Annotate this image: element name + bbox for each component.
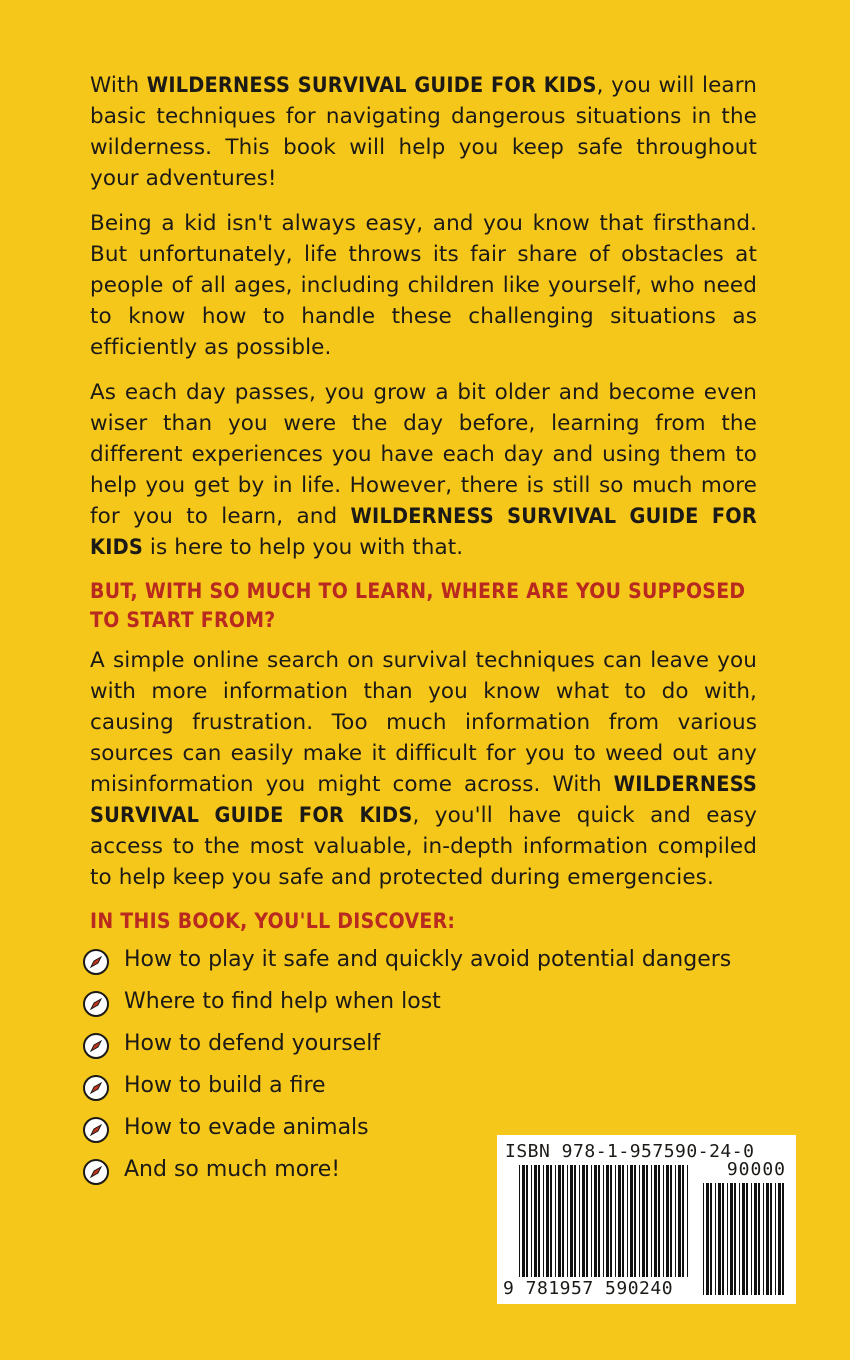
list-item: How to evade animals	[82, 1113, 731, 1143]
barcode-bar	[734, 1183, 736, 1295]
barcode-bar	[639, 1165, 640, 1277]
list-item: And so much more!	[82, 1155, 731, 1185]
barcode-bar	[522, 1165, 525, 1277]
barcode-bar	[591, 1165, 592, 1277]
paragraph-2: Being a kid isn't always easy, and you know that firsthand. But unfortunately, life throws its fair share of obstacles at people of all ages, including children like yourself, who need to know how to handle these challenging situations as efficiently as possible.	[90, 211, 757, 360]
barcode-bar	[754, 1183, 757, 1295]
barcode-bar	[742, 1183, 745, 1295]
barcode-bar	[579, 1165, 580, 1277]
barcode-bar	[646, 1165, 648, 1277]
barcode-bar	[763, 1183, 764, 1295]
book-title-inline: WILDERNESS SURVIVAL GUIDE FOR KIDS	[90, 772, 757, 828]
book-title-inline: WILDERNESS SURVIVAL GUIDE FOR KIDS	[90, 504, 757, 560]
barcode-bar	[618, 1165, 621, 1277]
barcode-bar	[715, 1183, 716, 1295]
barcode-bar	[730, 1183, 733, 1295]
compass-icon	[82, 1032, 110, 1060]
barcode-bar	[675, 1165, 676, 1277]
paragraph-3: As each day passes, you grow a bit older and become even wiser than you were the day before, learning from the different experiences you have each day and using them to help you get by in life. However, there is still so much more for you to learn, and WILDERNESS SURVIVAL GUIDE FOR KIDS is here to help you with that.	[90, 380, 757, 560]
barcode-bar	[574, 1165, 576, 1277]
question-heading: BUT, WITH SO MUCH TO LEARN, WHERE ARE YOU SUPPOSED TO START FROM?	[90, 579, 746, 632]
discover-heading: IN THIS BOOK, YOU'LL DISCOVER:	[90, 909, 456, 933]
barcode-bar	[706, 1183, 709, 1295]
barcode-bar	[630, 1165, 633, 1277]
barcode-bar	[562, 1165, 564, 1277]
barcode-bar	[666, 1165, 669, 1277]
barcode-bar	[751, 1183, 752, 1295]
isbn-label: ISBN 978-1-957590-24-0	[505, 1141, 755, 1162]
barcode-bar	[727, 1183, 728, 1295]
barcode-bar	[519, 1165, 520, 1277]
barcode-bar	[555, 1165, 556, 1277]
barcode-bar	[775, 1183, 776, 1295]
back-cover-text	[90, 70, 757, 946]
barcode-bar	[622, 1165, 624, 1277]
list-item: Where to find help when lost	[82, 987, 731, 1017]
barcode-bar	[722, 1183, 724, 1295]
barcode-box	[497, 1135, 796, 1304]
barcode-bar	[682, 1165, 684, 1277]
barcode-bar	[606, 1165, 609, 1277]
compass-icon	[82, 990, 110, 1018]
barcode-bar	[703, 1183, 704, 1295]
barcode-bar	[746, 1183, 748, 1295]
barcode-bar	[642, 1165, 645, 1277]
barcode-bar	[538, 1165, 540, 1277]
barcode-bar	[670, 1165, 672, 1277]
barcode-bar	[654, 1165, 657, 1277]
barcode-bar	[766, 1183, 769, 1295]
compass-icon	[82, 1074, 110, 1102]
barcode-bar	[658, 1165, 660, 1277]
barcode-bar	[634, 1165, 636, 1277]
barcode-bar	[610, 1165, 612, 1277]
paragraph-4: A simple online search on survival techniques can leave you with more information than you know what to do with, causing frustration. Too much information from various sources can easily make it difficult for you to weed out any misinformation you might come across. With WILDERNESS SURVIVAL GUIDE FOR KIDS, you'll have quick and easy access to the most valuable, in-depth information compiled to help keep you safe and protected during emergencies.	[90, 648, 757, 890]
barcode-bar	[603, 1165, 604, 1277]
barcode-bar	[678, 1165, 681, 1277]
compass-icon	[82, 1116, 110, 1144]
barcode-bar	[526, 1165, 528, 1277]
barcode-bar	[543, 1165, 544, 1277]
list-item: How to defend yourself	[82, 1029, 731, 1059]
barcode-bar	[570, 1165, 573, 1277]
barcode-bar	[663, 1165, 664, 1277]
barcode-bar	[586, 1165, 588, 1277]
barcode-bar	[558, 1165, 561, 1277]
barcode-bar	[598, 1165, 600, 1277]
barcode-bar	[782, 1183, 784, 1295]
barcode-addon: 90000	[726, 1159, 786, 1180]
barcode-bar	[739, 1183, 740, 1295]
barcode-bar	[546, 1165, 549, 1277]
barcode-bar	[531, 1165, 532, 1277]
barcode-bar	[770, 1183, 772, 1295]
barcode-bar	[651, 1165, 652, 1277]
barcode-bar	[567, 1165, 568, 1277]
compass-icon	[82, 948, 110, 976]
barcode-bar	[687, 1165, 688, 1277]
list-item: How to build a fire	[82, 1071, 731, 1101]
barcode-bar	[582, 1165, 585, 1277]
barcode-bar	[627, 1165, 628, 1277]
barcode-bar	[710, 1183, 712, 1295]
barcode-bar	[534, 1165, 537, 1277]
barcode-bar	[758, 1183, 760, 1295]
list-item: How to play it safe and quickly avoid potential dangers	[82, 945, 731, 975]
barcode-bar	[550, 1165, 552, 1277]
barcode-bar	[594, 1165, 597, 1277]
barcode-digits: 9 781957 590240	[503, 1278, 674, 1299]
barcode-bar	[778, 1183, 781, 1295]
book-title-inline: WILDERNESS SURVIVAL GUIDE FOR KIDS	[146, 73, 597, 98]
compass-icon	[82, 1158, 110, 1186]
intro-paragraph: With WILDERNESS SURVIVAL GUIDE FOR KIDS, you will learn basic techniques for navigating dangerous situations in the wilderness. This book will help you keep safe throughout your adventures!	[90, 73, 757, 191]
barcode-bar	[718, 1183, 721, 1295]
barcode-bar	[615, 1165, 616, 1277]
